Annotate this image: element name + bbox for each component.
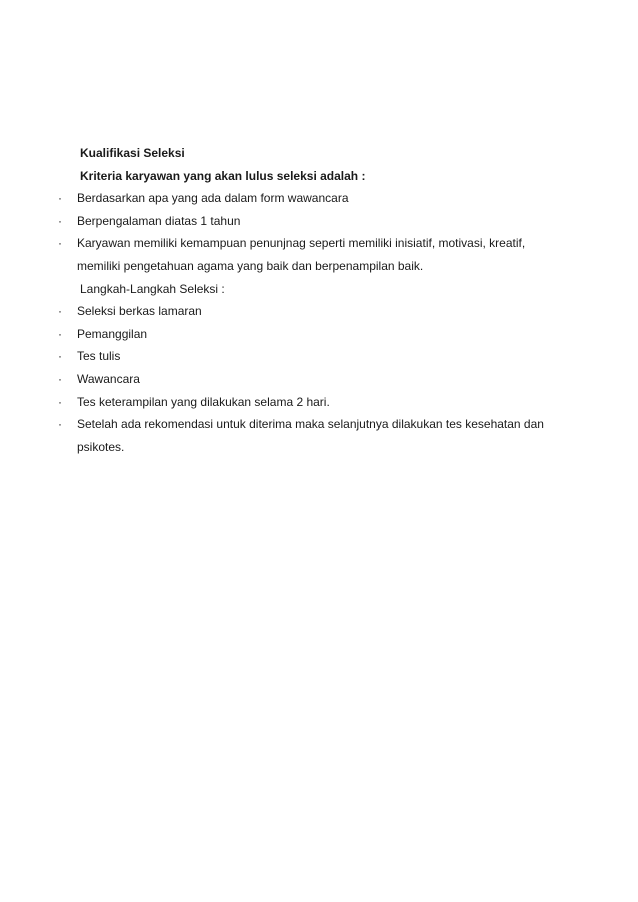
step-item-continuation: psikotes. [77, 439, 125, 454]
step-item [0, 391, 638, 414]
step-item-text: Pemanggilan [77, 326, 148, 341]
bullet-dot-icon: · [58, 394, 62, 409]
bullet-dot-icon: · [58, 349, 62, 364]
bullet-dot-icon: · [58, 213, 62, 228]
bullet-dot-icon: · [58, 236, 62, 251]
criteria-item [0, 210, 638, 233]
step-item-text: Setelah ada rekomendasi untuk diterima maka selanjutnya dilakukan tes kesehatan dan [77, 417, 544, 432]
step-item-text: Seleksi berkas lamaran [77, 304, 202, 319]
step-item [0, 323, 638, 346]
step-item [0, 368, 638, 391]
step-item-text: Wawancara [77, 371, 140, 386]
bullet-dot-icon: · [58, 417, 62, 432]
criteria-item-continuation: memiliki pengetahuan agama yang baik dan berpenampilan baik. [77, 258, 424, 273]
criteria-item-text: Karyawan memiliki kemampuan penunjnag seperti memiliki inisiatif, motivasi, kreatif, [77, 236, 526, 251]
step-item [0, 300, 638, 323]
bullet-dot-icon: · [58, 371, 62, 386]
criteria-item [0, 232, 638, 255]
criteria-item-text: Berdasarkan apa yang ada dalam form wawancara [77, 191, 349, 206]
step-item [0, 413, 638, 436]
document-body [0, 142, 638, 458]
bullet-dot-icon: · [58, 191, 62, 206]
criteria-item [0, 187, 638, 210]
section-heading: Kualifikasi Seleksi [80, 146, 185, 160]
step-item-text: Tes tulis [77, 349, 121, 364]
steps-heading: Langkah-Langkah Seleksi : [80, 281, 225, 296]
step-item [0, 345, 638, 368]
step-item-text: Tes keterampilan yang dilakukan selama 2 hari. [77, 394, 330, 409]
bullet-dot-icon: · [58, 326, 62, 341]
criteria-intro: Kriteria karyawan yang akan lulus seleksi adalah : [80, 168, 366, 183]
criteria-item-text: Berpengalaman diatas 1 tahun [77, 213, 241, 228]
bullet-dot-icon: · [58, 304, 62, 319]
